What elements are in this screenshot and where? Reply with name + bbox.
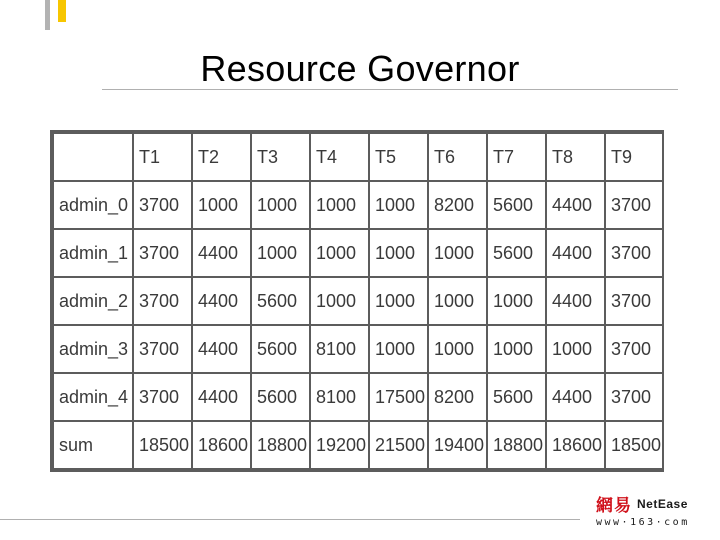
table-cell: 1000: [487, 277, 546, 325]
table-cell: 4400: [546, 229, 605, 277]
table-row: [53, 325, 663, 373]
row-label-cell: admin_3: [53, 325, 133, 373]
table-cell: 4400: [192, 325, 251, 373]
table-cell: 3700: [133, 325, 192, 373]
row-label-cell: admin_1: [53, 229, 133, 277]
table-cell: 5600: [487, 181, 546, 229]
table-cell: 18500: [605, 421, 663, 469]
table-cell: 1000: [546, 325, 605, 373]
table-cell: 4400: [546, 181, 605, 229]
table-cell: 4400: [546, 373, 605, 421]
table-row: [53, 181, 663, 229]
table-cell: 19400: [428, 421, 487, 469]
slide-title: Resource Governor: [200, 48, 520, 89]
table-cell: 5600: [251, 373, 310, 421]
table-cell: 1000: [428, 229, 487, 277]
header-cell: [53, 133, 133, 181]
table-cell: 1000: [251, 181, 310, 229]
table-cell: 3700: [605, 373, 663, 421]
table-cell: 3700: [133, 277, 192, 325]
table-cell: 1000: [487, 325, 546, 373]
header-cell: T8: [546, 133, 605, 181]
table-cell: 1000: [251, 229, 310, 277]
table-cell: 5600: [487, 229, 546, 277]
table-cell: 4400: [192, 373, 251, 421]
header-cell: T6: [428, 133, 487, 181]
table-cell: 1000: [369, 277, 428, 325]
table-cell: 1000: [192, 181, 251, 229]
table-cell: 5600: [251, 325, 310, 373]
table-cell: 18800: [487, 421, 546, 469]
table-cell: 8200: [428, 373, 487, 421]
table-cell: 4400: [192, 229, 251, 277]
resource-table: [52, 132, 664, 470]
table-cell: 3700: [133, 229, 192, 277]
title-divider: [102, 89, 678, 90]
table-cell: 1000: [310, 229, 369, 277]
row-label-cell: admin_2: [53, 277, 133, 325]
table-cell: 1000: [369, 181, 428, 229]
table-cell: 3700: [605, 181, 663, 229]
row-label-cell: admin_0: [53, 181, 133, 229]
table-cell: 5600: [487, 373, 546, 421]
table-row-sum: [53, 421, 663, 469]
table-cell: 18500: [133, 421, 192, 469]
table-cell: 3700: [605, 277, 663, 325]
logo-chinese-text: 網易: [596, 496, 632, 516]
table-cell: 3700: [133, 373, 192, 421]
header-cell: T1: [133, 133, 192, 181]
header-cell: T5: [369, 133, 428, 181]
netease-logo: [596, 491, 706, 527]
table-row: [53, 229, 663, 277]
table-cell: 1000: [369, 325, 428, 373]
table-cell: 17500: [369, 373, 428, 421]
table-header-row: [53, 133, 663, 181]
table-cell: 3700: [133, 181, 192, 229]
table-cell: 4400: [192, 277, 251, 325]
header-cell: T9: [605, 133, 663, 181]
table-row: [53, 373, 663, 421]
row-label-cell: sum: [53, 421, 133, 469]
table-cell: 18600: [546, 421, 605, 469]
table-cell: 19200: [310, 421, 369, 469]
table-cell: 5600: [251, 277, 310, 325]
logo-english-text: NetEase: [637, 496, 688, 511]
row-label-cell: admin_4: [53, 373, 133, 421]
table-cell: 3700: [605, 325, 663, 373]
table-row: [53, 277, 663, 325]
table-cell: 21500: [369, 421, 428, 469]
table-cell: 1000: [310, 181, 369, 229]
table-cell: 1000: [428, 277, 487, 325]
table-cell: 18800: [251, 421, 310, 469]
table-cell: 1000: [310, 277, 369, 325]
header-cell: T3: [251, 133, 310, 181]
table-cell: 1000: [369, 229, 428, 277]
header-cell: T4: [310, 133, 369, 181]
logo-url-text: www·163·com: [596, 517, 690, 528]
header-cell: T7: [487, 133, 546, 181]
table-cell: 8100: [310, 373, 369, 421]
table-cell: 8200: [428, 181, 487, 229]
decorative-yellow-bar: [58, 0, 66, 22]
footer-divider: [0, 519, 580, 520]
table-cell: 8100: [310, 325, 369, 373]
resource-table-frame: [50, 130, 664, 472]
table-cell: 3700: [605, 229, 663, 277]
table-cell: 18600: [192, 421, 251, 469]
header-cell: T2: [192, 133, 251, 181]
table-cell: 4400: [546, 277, 605, 325]
table-cell: 1000: [428, 325, 487, 373]
decorative-gray-bar: [45, 0, 50, 30]
